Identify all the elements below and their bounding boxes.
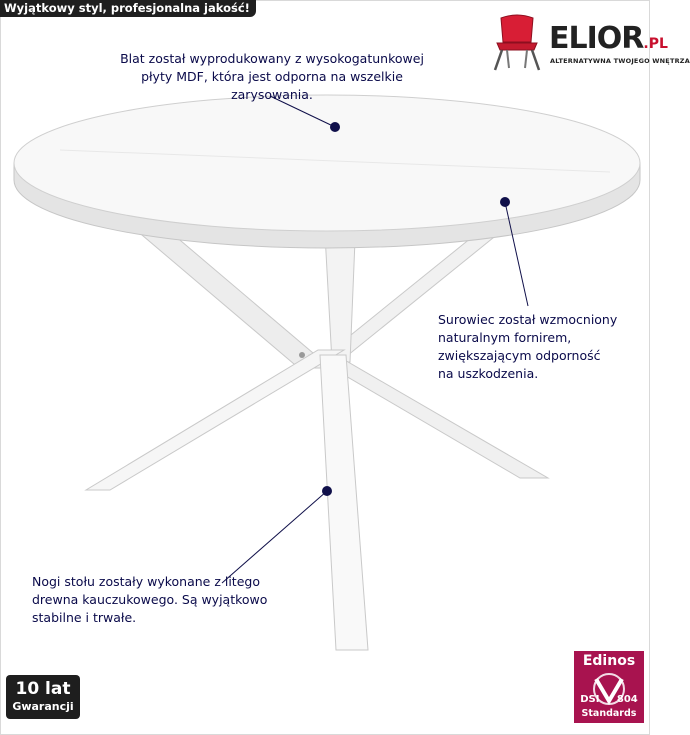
certificate-standard: Standards (581, 708, 637, 719)
table-top (14, 95, 640, 231)
certificate-code: DSI 804 (580, 694, 638, 705)
warranty-years: 10 lat (15, 679, 71, 699)
table-leg-front-left (86, 350, 344, 490)
leg-screw (299, 352, 305, 358)
tagline-banner: Wyjątkowy styl, profesjonalna jakość! (0, 0, 256, 17)
certificate-badge (574, 651, 644, 723)
annotation-veneer: Surowiec został wzmocniony naturalnym fornirem, zwiększającym odporność na uszkodzenia. (438, 312, 618, 381)
warranty-badge (6, 675, 80, 719)
marker-dot-top (330, 122, 340, 132)
certificate-title: Edinos (582, 653, 636, 669)
leader-line-bottom (222, 491, 327, 583)
annotation-table-top: Blat został wyprodukowany z wysokogatunkowej płyty MDF, która jest odporna na wszelkie zarysowania. (120, 51, 424, 102)
marker-dot-right (500, 197, 510, 207)
logo-subtitle: ALTERNATYWNA TWOJEGO WNĘTRZA (550, 57, 690, 65)
warranty-label: Gwarancji (12, 700, 74, 713)
logo-brand-text: ELIOR.PL (549, 21, 668, 56)
annotation-legs: Nogi stołu zostały wykonane z litego drewna kauczukowego. Są wyjątkowo stabilne i trwałe. (32, 574, 268, 625)
marker-dot-bottom (322, 486, 332, 496)
